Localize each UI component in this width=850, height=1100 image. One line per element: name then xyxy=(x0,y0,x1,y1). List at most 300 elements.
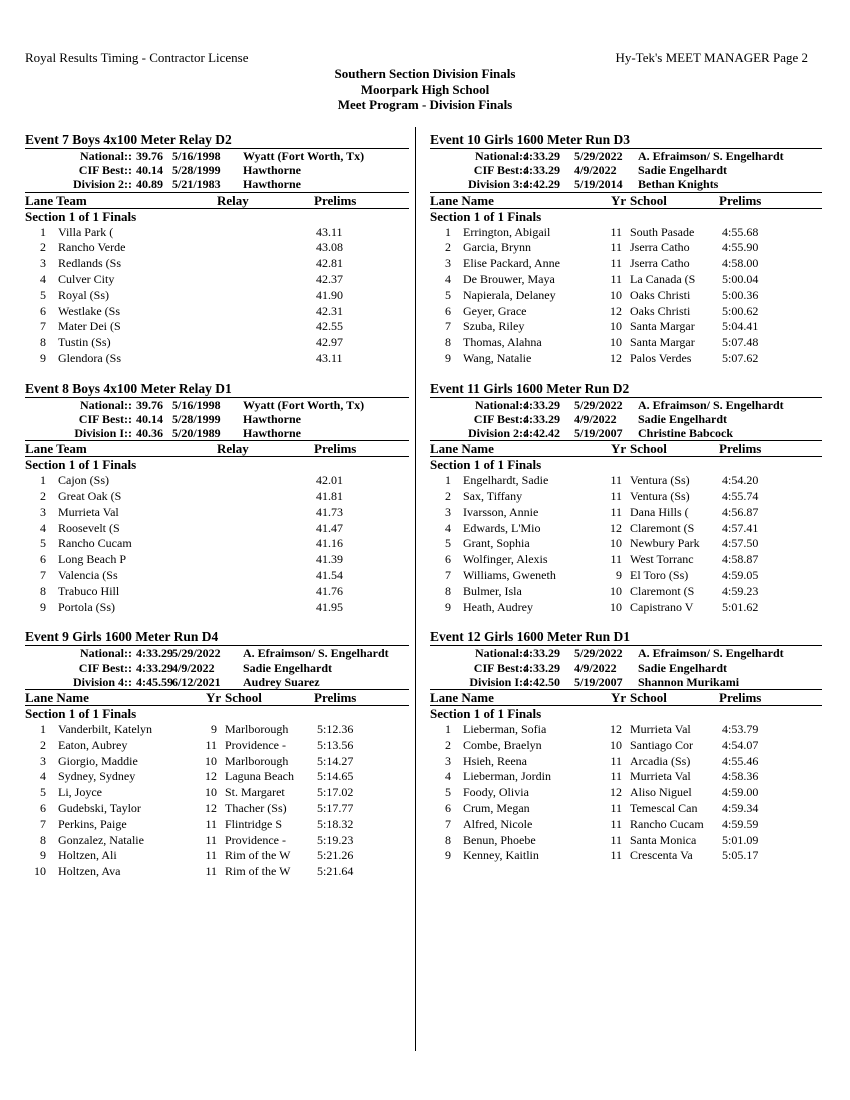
record-label: National:: xyxy=(475,397,527,412)
entry-row xyxy=(25,521,409,537)
column-headers xyxy=(430,690,822,706)
entry-name: De Brouwer, Maya xyxy=(463,271,555,286)
entry-lane: 7 xyxy=(40,319,46,334)
record-row xyxy=(25,646,409,660)
entry-year: 12 xyxy=(610,520,622,535)
record-time: 40.14 xyxy=(136,163,163,178)
entry-prelim-time: 5:14.27 xyxy=(317,753,354,768)
entry-lane: 6 xyxy=(445,552,451,567)
column-headers xyxy=(25,690,409,706)
entry-year: 12 xyxy=(205,801,217,816)
entry-lane: 2 xyxy=(40,489,46,504)
entry-lane: 2 xyxy=(445,489,451,504)
entry-school: Ventura (Ss) xyxy=(630,473,690,488)
record-holder: Sadie Engelhardt xyxy=(638,163,728,178)
entry-lane: 8 xyxy=(445,832,451,847)
entry-prelim-time: 43.11 xyxy=(316,350,343,365)
record-date: 6/12/2021 xyxy=(172,674,221,689)
entry-row xyxy=(430,738,822,754)
entry-year: 10 xyxy=(610,287,622,302)
left-column xyxy=(25,131,409,893)
record-holder: Wyatt (Fort Worth, Tx) xyxy=(243,149,365,163)
entry-school: Laguna Beach xyxy=(225,769,294,784)
entry-prelim-time: 41.16 xyxy=(316,536,343,551)
record-holder: Bethan Knights xyxy=(638,177,719,192)
entry-row xyxy=(25,240,409,256)
entry-name: Heath, Audrey xyxy=(463,599,533,614)
entry-lane: 6 xyxy=(445,303,451,318)
entry-school: South Pasade xyxy=(630,224,695,239)
header-prelims: Prelims xyxy=(314,192,357,208)
entry-year: 11 xyxy=(610,256,622,271)
entry-year: 11 xyxy=(610,552,622,567)
entry-prelim-time: 4:55.90 xyxy=(722,240,759,255)
entry-lane: 6 xyxy=(40,303,46,318)
entry-row xyxy=(430,489,822,505)
entry-team: Villa Park ( xyxy=(58,224,114,239)
entry-row xyxy=(25,473,409,489)
record-date: 5/29/2022 xyxy=(574,646,623,661)
header-yr: Yr xyxy=(611,690,627,706)
header-prelims: Prelims xyxy=(719,441,762,457)
header-school: School xyxy=(225,690,262,706)
record-holder: A. Efraimson/ S. Engelhardt xyxy=(243,646,389,661)
entry-school: Santa Margar xyxy=(630,335,695,350)
entry-prelim-time: 5:00.62 xyxy=(722,303,759,318)
entry-row xyxy=(25,833,409,849)
entry-prelim-time: 43.11 xyxy=(316,224,343,239)
header-prelims: Prelims xyxy=(719,690,762,706)
entry-year: 10 xyxy=(610,599,622,614)
entry-school: Temescal Can xyxy=(630,801,698,816)
entry-school: St. Margaret xyxy=(225,785,285,800)
entry-lane: 4 xyxy=(40,520,46,535)
entry-prelim-time: 5:13.56 xyxy=(317,737,354,752)
entry-school: Claremont (S xyxy=(630,583,695,598)
entry-row xyxy=(25,600,409,616)
entry-prelim-time: 41.76 xyxy=(316,583,343,598)
event-11 xyxy=(430,380,822,616)
header-lane-name: Lane Name xyxy=(25,690,89,706)
entry-prelim-time: 41.47 xyxy=(316,520,343,535)
entry-prelim-time: 5:00.04 xyxy=(722,271,759,286)
entry-team: Royal (Ss) xyxy=(58,287,109,302)
entry-year: 10 xyxy=(610,335,622,350)
record-label: CIF Best:: xyxy=(473,411,527,426)
entry-row xyxy=(25,272,409,288)
record-label: National:: xyxy=(475,149,527,163)
entry-lane: 9 xyxy=(445,350,451,365)
entry-lane: 2 xyxy=(445,240,451,255)
record-row xyxy=(430,646,822,660)
event-12 xyxy=(430,628,822,864)
entry-row xyxy=(430,568,822,584)
entry-name: Li, Joyce xyxy=(58,785,102,800)
entry-prelim-time: 4:58.00 xyxy=(722,256,759,271)
entry-lane: 3 xyxy=(445,753,451,768)
record-time: 40.36 xyxy=(136,426,163,441)
event-title: Event 12 Girls 1600 Meter Run D1 xyxy=(430,628,822,646)
record-time: 4:33.29 xyxy=(523,397,560,412)
entry-team: Great Oak (S xyxy=(58,489,122,504)
record-holder: Audrey Suarez xyxy=(243,674,320,689)
entry-row xyxy=(25,552,409,568)
entry-prelim-time: 5:21.64 xyxy=(317,864,354,879)
entry-name: Garcia, Brynn xyxy=(463,240,531,255)
record-date: 5/19/2014 xyxy=(574,177,623,192)
record-row xyxy=(25,661,409,675)
entry-prelim-time: 5:19.23 xyxy=(317,832,354,847)
entry-school: Palos Verdes xyxy=(630,350,692,365)
entry-school: La Canada (S xyxy=(630,271,696,286)
entry-row xyxy=(25,769,409,785)
entry-year: 10 xyxy=(610,319,622,334)
header-relay: Relay xyxy=(217,441,249,457)
entry-year: 11 xyxy=(610,832,622,847)
record-date: 5/19/2007 xyxy=(574,426,623,441)
entry-prelim-time: 42.01 xyxy=(316,473,343,488)
entry-lane: 5 xyxy=(40,785,46,800)
event-title: Event 10 Girls 1600 Meter Run D3 xyxy=(430,131,822,149)
entry-prelim-time: 5:21.26 xyxy=(317,848,354,863)
header-lane-team: Lane Team xyxy=(25,192,87,208)
entry-row xyxy=(430,473,822,489)
entry-school: Jserra Catho xyxy=(630,256,690,271)
header-prelims: Prelims xyxy=(314,441,357,457)
record-label: CIF Best:: xyxy=(78,411,132,426)
header-school: School xyxy=(630,441,667,457)
entry-lane: 8 xyxy=(445,335,451,350)
entry-year: 10 xyxy=(610,536,622,551)
entry-name: Wolfinger, Alexis xyxy=(463,552,548,567)
entry-team: Mater Dei (S xyxy=(58,319,121,334)
entry-lane: 7 xyxy=(445,568,451,583)
entry-lane: 2 xyxy=(445,737,451,752)
record-row xyxy=(25,149,409,163)
entry-prelim-time: 5:18.32 xyxy=(317,816,354,831)
entry-school: Marlborough xyxy=(225,753,289,768)
entry-lane: 3 xyxy=(40,504,46,519)
entry-row xyxy=(25,335,409,351)
entry-team: Trabuco Hill xyxy=(58,583,120,598)
header-prelims: Prelims xyxy=(314,690,357,706)
entry-prelim-time: 41.54 xyxy=(316,568,343,583)
entry-name: Ivarsson, Annie xyxy=(463,504,539,519)
record-date: 5/29/2022 xyxy=(172,646,221,661)
entry-prelim-time: 4:56.87 xyxy=(722,504,759,519)
record-label: CIF Best:: xyxy=(78,163,132,178)
entry-school: Murrieta Val xyxy=(630,722,691,737)
entry-prelim-time: 42.31 xyxy=(316,303,343,318)
record-time: 4:45.59 xyxy=(136,674,173,689)
entry-prelim-time: 41.73 xyxy=(316,504,343,519)
record-time: 4:33.29 xyxy=(523,149,560,163)
record-row xyxy=(25,177,409,192)
entry-lane: 1 xyxy=(40,224,46,239)
entry-year: 10 xyxy=(205,785,217,800)
entry-year: 11 xyxy=(610,224,622,239)
record-time: 4:42.29 xyxy=(523,177,560,192)
entry-row xyxy=(430,769,822,785)
entry-lane: 3 xyxy=(445,256,451,271)
entry-prelim-time: 4:58.87 xyxy=(722,552,759,567)
entry-row xyxy=(25,848,409,864)
entry-row xyxy=(430,505,822,521)
entry-prelim-time: 4:58.36 xyxy=(722,769,759,784)
entry-name: Errington, Abigail xyxy=(463,224,551,239)
entry-row xyxy=(430,351,822,367)
entry-prelim-time: 4:57.50 xyxy=(722,536,759,551)
entry-year: 11 xyxy=(205,864,217,879)
entry-lane: 1 xyxy=(445,473,451,488)
entry-school: Santa Margar xyxy=(630,319,695,334)
entry-prelim-time: 42.97 xyxy=(316,335,343,350)
entry-school: Arcadia (Ss) xyxy=(630,753,691,768)
header-prelims: Prelims xyxy=(719,192,762,208)
meet-title-block xyxy=(0,66,850,113)
entry-lane: 4 xyxy=(40,769,46,784)
entry-lane: 5 xyxy=(445,287,451,302)
entry-prelim-time: 5:00.36 xyxy=(722,287,759,302)
record-time: 40.89 xyxy=(136,177,163,192)
entry-prelim-time: 4:59.00 xyxy=(722,785,759,800)
entry-name: Williams, Gweneth xyxy=(463,568,556,583)
entry-year: 11 xyxy=(610,240,622,255)
event-title: Event 11 Girls 1600 Meter Run D2 xyxy=(430,380,822,398)
record-date: 5/29/2022 xyxy=(574,149,623,163)
entry-school: Rancho Cucam xyxy=(630,816,704,831)
record-date: 5/19/2007 xyxy=(574,674,623,689)
entry-lane: 7 xyxy=(40,816,46,831)
entry-lane: 8 xyxy=(445,583,451,598)
entry-row xyxy=(430,754,822,770)
entry-row xyxy=(430,521,822,537)
record-row xyxy=(25,163,409,177)
entry-year: 11 xyxy=(610,816,622,831)
entry-name: Holtzen, Ava xyxy=(58,864,121,879)
entry-prelim-time: 42.81 xyxy=(316,256,343,271)
entry-year: 11 xyxy=(205,737,217,752)
entry-lane: 4 xyxy=(445,769,451,784)
record-date: 5/20/1989 xyxy=(172,426,221,441)
record-row xyxy=(430,163,822,177)
entry-prelim-time: 5:07.62 xyxy=(722,350,759,365)
record-date: 4/9/2022 xyxy=(574,163,617,178)
record-time: 39.76 xyxy=(136,149,163,163)
record-label: CIF Best:: xyxy=(473,163,527,178)
entry-prelim-time: 4:54.20 xyxy=(722,473,759,488)
column-headers xyxy=(430,193,822,209)
entry-prelim-time: 5:07.48 xyxy=(722,335,759,350)
entry-row xyxy=(430,272,822,288)
entry-row xyxy=(430,785,822,801)
record-label: National:: xyxy=(80,149,132,163)
entry-name: Sydney, Sydney xyxy=(58,769,136,784)
record-time: 4:33.29 xyxy=(136,646,173,661)
entry-lane: 2 xyxy=(40,240,46,255)
record-row xyxy=(25,426,409,441)
entry-year: 9 xyxy=(211,722,217,737)
entry-year: 11 xyxy=(610,504,622,519)
header-lane-name: Lane Name xyxy=(430,690,494,706)
record-label: Division I:: xyxy=(469,674,527,689)
entry-name: Lieberman, Jordin xyxy=(463,769,551,784)
entry-row xyxy=(25,801,409,817)
section-label: Section 1 of 1 Finals xyxy=(25,457,137,473)
meet-program: Meet Program - Division Finals xyxy=(337,97,513,112)
entry-team: Rancho Cucam xyxy=(58,536,132,551)
entry-school: Santa Monica xyxy=(630,832,697,847)
entry-lane: 8 xyxy=(40,335,46,350)
entry-year: 11 xyxy=(610,271,622,286)
entry-lane: 9 xyxy=(40,350,46,365)
entry-lane: 2 xyxy=(40,737,46,752)
record-date: 5/21/1983 xyxy=(172,177,221,192)
entry-prelim-time: 41.39 xyxy=(316,552,343,567)
entry-prelim-time: 42.55 xyxy=(316,319,343,334)
entry-name: Perkins, Paige xyxy=(58,816,127,831)
entry-name: Wang, Natalie xyxy=(463,350,532,365)
header-lane-team: Lane Team xyxy=(25,441,87,457)
record-row xyxy=(25,398,409,412)
entry-name: Szuba, Riley xyxy=(463,319,525,334)
meet-venue: Moorpark High School xyxy=(360,81,490,97)
entry-row xyxy=(430,817,822,833)
entry-lane: 10 xyxy=(34,864,46,879)
column-headers xyxy=(25,193,409,209)
event-7 xyxy=(25,131,409,367)
section-label: Section 1 of 1 Finals xyxy=(25,706,137,722)
record-holder: Sadie Engelhardt xyxy=(243,660,333,675)
entry-name: Holtzen, Ali xyxy=(58,848,117,863)
entry-name: Sax, Tiffany xyxy=(463,489,523,504)
entry-lane: 7 xyxy=(445,816,451,831)
record-label: CIF Best:: xyxy=(473,660,527,675)
entry-prelim-time: 5:17.77 xyxy=(317,801,354,816)
entry-prelim-time: 5:17.02 xyxy=(317,785,354,800)
entry-row xyxy=(25,256,409,272)
entry-name: Hsieh, Reena xyxy=(463,753,527,768)
record-holder: Sadie Engelhardt xyxy=(638,411,728,426)
record-time: 39.76 xyxy=(136,397,163,412)
section-label: Section 1 of 1 Finals xyxy=(430,706,542,722)
entry-row xyxy=(25,722,409,738)
entry-name: Combe, Braelyn xyxy=(463,737,542,752)
record-holder: A. Efraimson/ S. Engelhardt xyxy=(638,397,784,412)
event-title: Event 7 Boys 4x100 Meter Relay D2 xyxy=(25,131,409,149)
entry-row xyxy=(25,304,409,320)
entry-team: Glendora (Ss xyxy=(58,350,121,365)
entry-team: Murrieta Val xyxy=(58,504,119,519)
entry-lane: 5 xyxy=(445,785,451,800)
entry-name: Giorgio, Maddie xyxy=(58,753,138,768)
record-holder: Hawthorne xyxy=(243,426,301,441)
entry-lane: 6 xyxy=(445,801,451,816)
entry-row xyxy=(430,833,822,849)
entry-lane: 4 xyxy=(445,271,451,286)
entry-school: Claremont (S xyxy=(630,520,695,535)
entry-prelim-time: 5:12.36 xyxy=(317,722,354,737)
entry-row xyxy=(430,552,822,568)
entry-row xyxy=(25,536,409,552)
record-label: Division I:: xyxy=(74,426,132,441)
entry-prelim-time: 42.37 xyxy=(316,271,343,286)
entry-lane: 9 xyxy=(445,599,451,614)
entry-school: Ventura (Ss) xyxy=(630,489,690,504)
record-time: 4:42.50 xyxy=(523,674,560,689)
header-school: School xyxy=(630,690,667,706)
entry-school: Flintridge S xyxy=(225,816,283,831)
entry-school: Providence - xyxy=(225,832,286,847)
entry-school: Oaks Christi xyxy=(630,303,691,318)
entry-team: Cajon (Ss) xyxy=(58,473,109,488)
entry-lane: 6 xyxy=(40,552,46,567)
entry-team: Valencia (Ss xyxy=(58,568,118,583)
entry-year: 11 xyxy=(610,801,622,816)
record-row xyxy=(430,398,822,412)
entry-row xyxy=(25,817,409,833)
entry-team: Long Beach P xyxy=(58,552,126,567)
entry-row xyxy=(25,351,409,367)
entry-lane: 9 xyxy=(40,848,46,863)
record-time: 4:33.29 xyxy=(523,646,560,661)
record-holder: Sadie Engelhardt xyxy=(638,660,728,675)
record-row xyxy=(25,675,409,690)
entry-row xyxy=(430,584,822,600)
entry-row xyxy=(430,240,822,256)
record-label: Division 4:: xyxy=(72,674,132,689)
entry-lane: 7 xyxy=(40,568,46,583)
event-title: Event 9 Girls 1600 Meter Run D4 xyxy=(25,628,409,646)
entry-row xyxy=(25,738,409,754)
entry-lane: 7 xyxy=(445,319,451,334)
entry-lane: 3 xyxy=(40,753,46,768)
record-label: National:: xyxy=(475,646,527,661)
entry-lane: 9 xyxy=(40,599,46,614)
entry-row xyxy=(25,864,409,880)
entry-school: Providence - xyxy=(225,737,286,752)
event-9 xyxy=(25,628,409,880)
entry-row xyxy=(25,489,409,505)
record-holder: Christine Babcock xyxy=(638,426,734,441)
record-row xyxy=(430,661,822,675)
entry-name: Crum, Megan xyxy=(463,801,530,816)
entry-row xyxy=(25,288,409,304)
entry-team: Tustin (Ss) xyxy=(58,335,111,350)
entry-prelim-time: 4:57.41 xyxy=(722,520,759,535)
entry-school: Rim of the W xyxy=(225,848,291,863)
record-row xyxy=(430,426,822,441)
column-divider xyxy=(415,127,416,1051)
record-date: 4/9/2022 xyxy=(172,660,215,675)
right-column xyxy=(430,131,822,877)
entry-name: Foody, Olivia xyxy=(463,785,529,800)
entry-row xyxy=(25,319,409,335)
entry-prelim-time: 5:05.17 xyxy=(722,848,759,863)
section-label: Section 1 of 1 Finals xyxy=(25,208,137,224)
entry-school: Murrieta Val xyxy=(630,769,691,784)
entry-school: Marlborough xyxy=(225,722,289,737)
entry-lane: 5 xyxy=(40,536,46,551)
header-lane-name: Lane Name xyxy=(430,192,494,208)
record-holder: Hawthorne xyxy=(243,177,301,192)
entry-name: Thomas, Alahna xyxy=(463,335,542,350)
record-date: 5/16/1998 xyxy=(172,397,221,412)
entry-year: 11 xyxy=(610,848,622,863)
entry-row xyxy=(430,304,822,320)
record-row xyxy=(430,412,822,426)
entry-lane: 3 xyxy=(445,504,451,519)
